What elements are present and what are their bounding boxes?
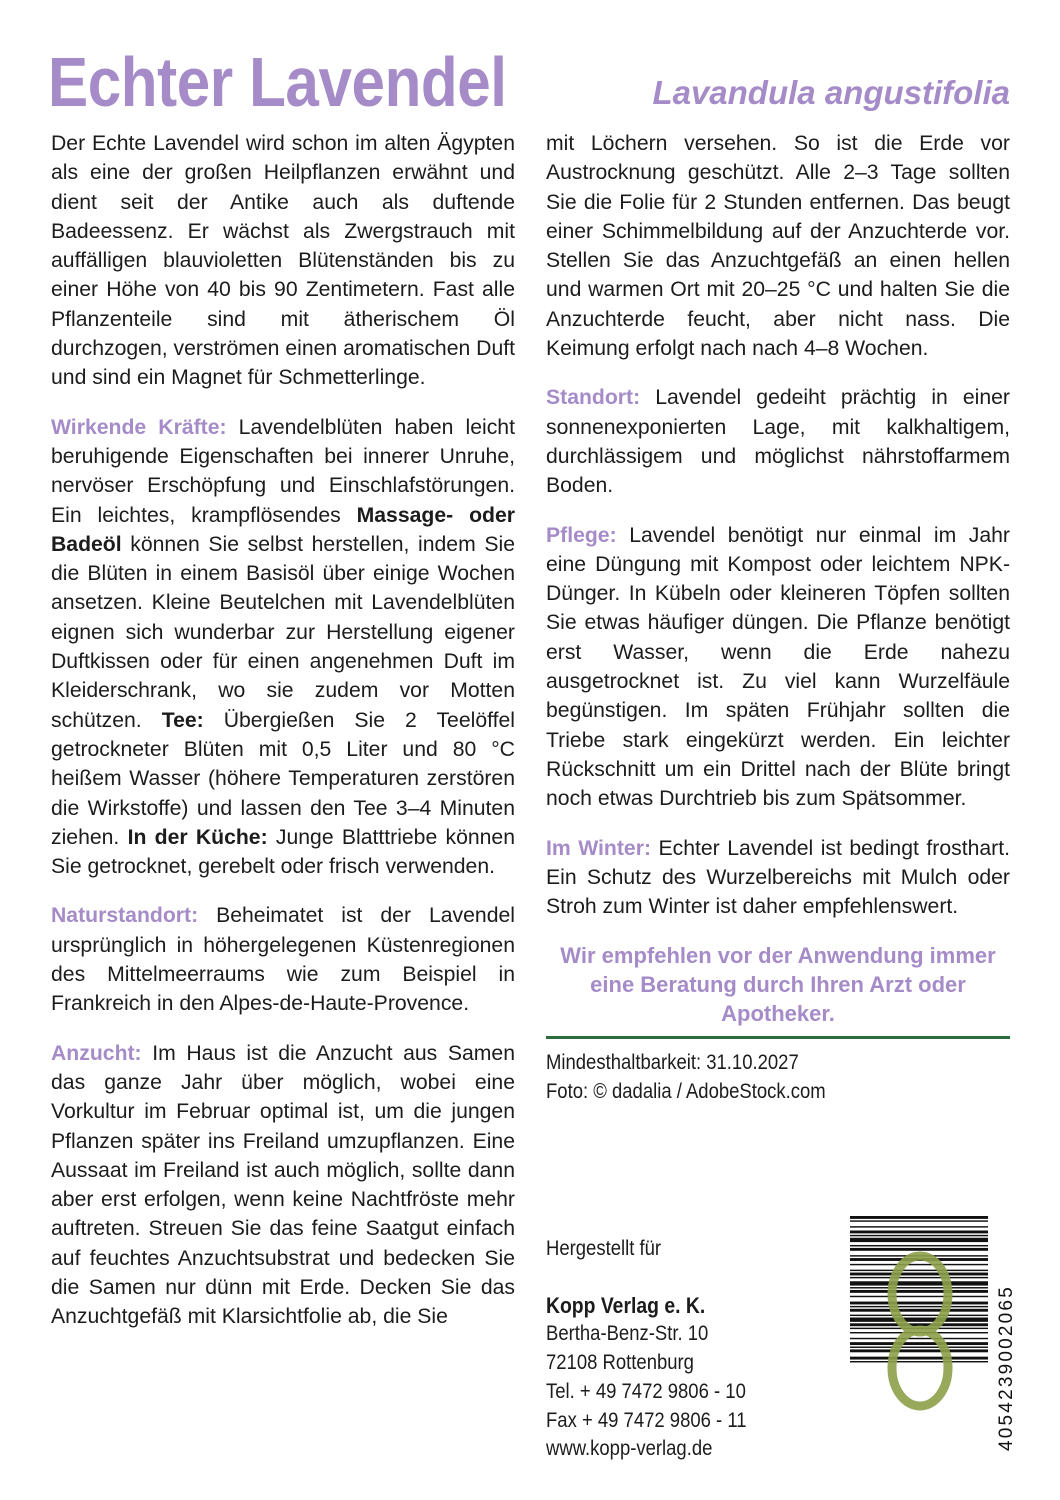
standort-text: Lavendel gedeiht prächtig in einer sonnenexponierten Lage, mit kalkhaltigem, durchlässigem und möglichst nährstoffarmem Boden.	[546, 386, 1010, 498]
wirkende-text-4: Junge Blatttriebe können Sie getrocknet, gerebelt oder frisch verwenden.	[51, 825, 515, 879]
barcode-bar	[850, 1235, 988, 1236]
anzucht-continued: mit Löchern versehen. So ist die Erde vor Austrocknung geschützt. Alle 2–3 Tage sollten Sie die Folie für 2 Stunden entfernen. Das beugt einer Schimmelbildung auf der Anzuchterde vor. Stellen Sie das Anzuchtgefäß an einen hellen und warmen Ort mit 20–25 °C und halten Sie die Anzuchterde feucht, aber nicht nass. Die Keimung erfolgt nach nach 4–8 Wochen.	[546, 132, 1010, 361]
barcode-bar	[850, 1361, 988, 1362]
pflege-label: Pflege:	[546, 523, 617, 547]
manufacturer-intro: Hergestellt für	[546, 1237, 662, 1260]
naturstandort-paragraph	[51, 901, 515, 1018]
best-before: Mindesthaltbarkeit: 31.10.2027	[546, 1051, 799, 1075]
barcode-bar	[850, 1273, 988, 1276]
wirkende-text-1: Lavendelblüten haben leicht beruhigende Eigenschaften bei innerer Unruhe, nervöser Erschöpfung und Einschlafstörungen. Ein leichtes, krampflösendes	[51, 415, 515, 527]
infinity-logo-icon	[892, 1256, 948, 1406]
standort-label: Standort:	[546, 386, 641, 410]
anzucht-paragraph	[51, 1039, 515, 1332]
barcode-bar	[850, 1245, 988, 1246]
right-column	[546, 129, 1010, 1106]
kueche-bold: In der Küche:	[127, 825, 268, 849]
barcode-bar	[850, 1270, 988, 1271]
barcode-bar	[850, 1287, 988, 1288]
barcode-bar	[850, 1220, 988, 1221]
pflege-text: Lavendel benötigt nur einmal im Jahr eine Düngung mit Kompost oder leichtem NPK-Dünger. In Kübeln oder kleineren Töpfen sollten Sie etwas häufiger düngen. Die Pflanze benötigt erst Wasser, wenn die Erde nahezu ausgetrocknet ist. Zu viel kann Wurzelfäule begünstigen. Im späten Frühjahr sollten die Triebe stark eingekürzt werden. Ein leichter Rückschnitt um ein Drittel nach der Blüte bringt noch etwas Durchtrieb bis zum Spätsommer.	[546, 523, 1010, 811]
wirkende-kraefte-label: Wirkende Kräfte:	[51, 415, 227, 439]
anzucht-text: Im Haus ist die Anzucht aus Samen das ganze Jahr über möglich, wobei eine Vorkultur im Februar optimal ist, um die jungen Pflanzen später ins Freiland umzupflanzen. Eine Aussaat im Freiland ist auch möglich, sollte dann aber erst erfolgen, wenn keine Nachtfröste mehr auftreten. Streuen Sie das feine Saatgut einfach auf feuchtes Anzuchtsubstrat und bedecken Sie die Samen nur dünn mit Erde. Decken Sie das Anzuchtgefäß mit Klarsichtfolie ab, die Sie	[51, 1041, 515, 1329]
barcode-bar	[850, 1231, 988, 1234]
massage-oel-bold: Massage- oder Badeöl	[51, 503, 515, 556]
left-column	[51, 129, 515, 1352]
pflege-paragraph	[546, 521, 1010, 814]
wirkende-kraefte-paragraph	[51, 413, 515, 882]
latin-name: Lavandula angustifolia	[652, 74, 1010, 111]
barcode-bar	[850, 1302, 988, 1305]
manufacturer-street: Bertha-Benz-Str. 10	[546, 1322, 709, 1346]
barcode-bar	[850, 1306, 988, 1307]
wirkende-text-2: können Sie selbst herstellen, indem Sie die Blüten in einem Basisöl über einige Wochen ansetzen. Kleine Beutelchen mit Lavendelblüten eignen sich wunderbar zur Herstellung eigener Duftkissen oder für einen angenehmen Duft im Kleiderschrank, wo sie zudem vor Motten schützen.	[51, 532, 515, 732]
winter-paragraph	[546, 834, 1010, 922]
barcode-bar	[850, 1347, 988, 1348]
barcode-bar	[850, 1318, 988, 1322]
barcode-bar	[850, 1315, 988, 1316]
barcode-bar	[850, 1281, 988, 1285]
intro-paragraph: Der Echte Lavendel wird schon im alten Ägypten als eine der großen Heilpflanzen erwähnt und dient seit der Antike auch als duftende Badeessenz. Er wächst als Zwergstrauch mit auffälligen blauvioletten Blütenständen bis zu einer Höhe von 40 bis 90 Zentimetern. Fast alle Pflanzenteile sind mit ätherischem Öl durchzogen, verströmen einen aromatischen Duft und sind ein Magnet für Schmetterlinge.	[51, 132, 516, 390]
manufacturer-tel: Tel. + 49 7472 9806 - 10	[546, 1379, 746, 1403]
divider-line	[546, 1036, 1010, 1039]
winter-text: Echter Lavendel ist bedingt frosthart. Ein Schutz des Wurzelbereichs mit Mulch oder Stroh zum Winter ist daher empfehlenswert.	[546, 836, 1010, 919]
manufacturer-company: Kopp Verlag e. K.	[546, 1292, 706, 1318]
barcode-bar	[850, 1216, 988, 1219]
barcode-bar	[850, 1248, 988, 1251]
barcode-bar	[850, 1349, 988, 1352]
barcode-bar	[850, 1226, 988, 1227]
photo-credit: Foto: © dadalia / AdobeStock.com	[546, 1079, 826, 1103]
manufacturer-fax: Fax + 49 7472 9806 - 11	[546, 1408, 747, 1432]
anzucht-label: Anzucht:	[51, 1041, 142, 1065]
standort-paragraph	[546, 383, 1010, 500]
manufacturer-website: www.kopp-verlag.de	[546, 1437, 713, 1461]
naturstandort-text: Beheimatet ist der Lavendel ursprünglich in höhergelegenen Küstenregionen des Mittelmeerraums wie zum Beispiel in Frankreich in den Alpes-de-Haute-Provence.	[51, 904, 515, 1016]
barcode-number: 4054239002065	[996, 1285, 1017, 1451]
barcode-bar	[850, 1342, 988, 1345]
barcode-bar	[850, 1296, 988, 1297]
barcode	[850, 1216, 988, 1446]
barcode-bars	[850, 1216, 988, 1362]
barcode-bar	[850, 1238, 988, 1242]
winter-label: Im Winter:	[546, 836, 651, 860]
barcode-bar	[850, 1338, 988, 1339]
barcode-bar	[850, 1357, 988, 1360]
barcode-bar	[850, 1277, 988, 1278]
barcode-bar	[850, 1309, 988, 1312]
wirkende-text-3: Übergießen Sie 2 Teelöffel getrockneter Blüten mit 0,5 Liter und 80 °C heißem Wasser (höhere Temperaturen zerstören die Wirkstoffe) und lassen den Tee 3–4 Minuten ziehen.	[51, 708, 515, 849]
manufacturer-block	[546, 1235, 747, 1464]
naturstandort-label: Naturstandort:	[51, 904, 199, 928]
barcode-bar	[850, 1264, 988, 1265]
manufacturer-city: 72108 Rottenburg	[546, 1351, 694, 1375]
tee-bold: Tee:	[161, 708, 204, 732]
recommendation-note: Wir empfehlen vor der Anwendung immer eine Beratung durch Ihren Arzt oder Apotheker.	[560, 943, 996, 1027]
barcode-bar	[850, 1290, 988, 1293]
product-title: Echter Lavendel	[48, 43, 507, 121]
